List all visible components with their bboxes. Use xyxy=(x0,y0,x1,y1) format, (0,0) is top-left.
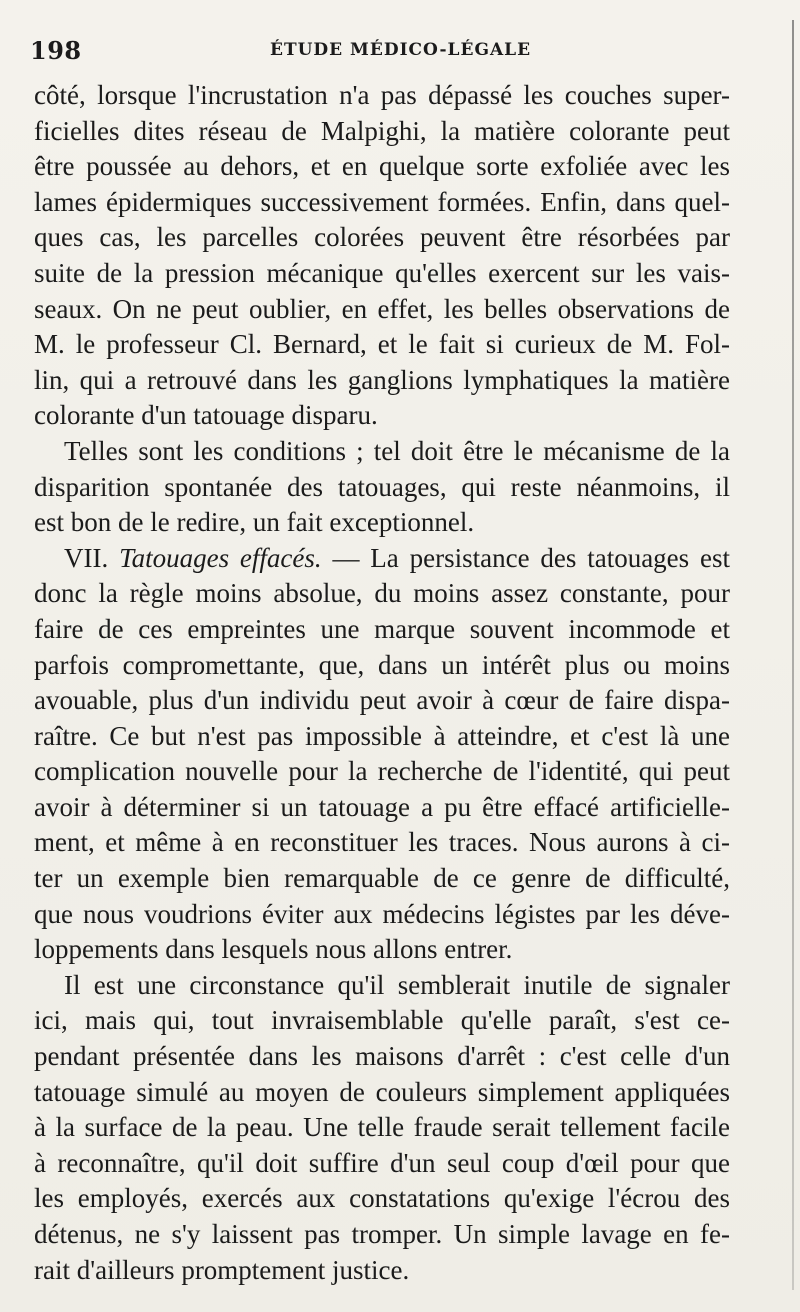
body-text xyxy=(34,78,730,1288)
text-line: ficielles dites réseau de Malpighi, la matière colorante peut xyxy=(34,115,730,146)
text-line: seaux. On ne peut oublier, en effet, les belles observations de xyxy=(34,293,730,324)
section-heading-line xyxy=(34,541,730,577)
text-line: donc la règle moins absolue, du moins assez constante, pour xyxy=(34,578,730,609)
text-line: raître. Ce but n'est pas impossible à atteindre, et c'est là une xyxy=(34,720,730,751)
text-line: ques cas, les parcelles colorées peuvent être résorbées par xyxy=(34,222,730,253)
text-line: lames épidermiques successivement formées. Enfin, dans quel- xyxy=(34,186,730,217)
text-line: complication nouvelle pour la recherche de l'identité, qui peut xyxy=(34,756,730,787)
text-line: faire de ces empreintes une marque souvent incommode et xyxy=(34,613,730,644)
page-header xyxy=(30,36,730,70)
text-line: rait d'ailleurs promptement justice. xyxy=(34,1254,410,1285)
text-line: Telles sont les conditions ; tel doit être le mécanisme de la xyxy=(64,435,730,466)
text-line: ici, mais qui, tout invraisemblable qu'elle paraît, s'est ce- xyxy=(34,1005,730,1036)
section-heading-rest: — La persistance des tatouages est xyxy=(321,542,730,573)
text-line: à reconnaître, qu'il doit suffire d'un seul coup d'œil pour que xyxy=(34,1147,730,1178)
text-line: que nous voudrions éviter aux médecins légistes par les déve- xyxy=(34,898,730,929)
text-line: Il est une circonstance qu'il semblerait inutile de signaler xyxy=(64,969,730,1000)
text-line: colorante d'un tatouage disparu. xyxy=(34,400,378,431)
text-line: lin, qui a retrouvé dans les ganglions lymphatiques la matière xyxy=(34,364,730,395)
text-line: tatouage simulé au moyen de couleurs simplement appliquées xyxy=(34,1076,730,1107)
text-line: détenus, ne s'y laissent pas tromper. Un simple lavage en fe- xyxy=(34,1219,730,1249)
text-line: disparition spontanée des tatouages, qui reste néanmoins, il xyxy=(34,471,730,502)
text-line: est bon de le redire, un fait exceptionnel. xyxy=(34,507,475,538)
text-line: ter un exemple bien remarquable de ce genre de difficulté, xyxy=(34,863,730,894)
text-line: parfois compromettante, que, dans un intérêt plus ou moins xyxy=(34,649,730,680)
text-line: avouable, plus d'un individu peut avoir à cœur de faire dispa- xyxy=(34,685,730,716)
running-title: ÉTUDE MÉDICO-LÉGALE xyxy=(270,40,532,60)
text-line: M. le professeur Cl. Bernard, et le fait si curieux de M. Fol- xyxy=(34,329,730,360)
text-line: ment, et même à en reconstituer les traces. Nous aurons à ci- xyxy=(34,827,730,858)
text-line: à la surface de la peau. Une telle fraude serait tellement facile xyxy=(34,1112,730,1143)
text-line: loppements dans lesquels nous allons entrer. xyxy=(34,934,513,965)
section-title: Tatouages effacés. xyxy=(119,542,322,573)
text-line: être poussée au dehors, et en quelque sorte exfoliée avec les xyxy=(34,151,730,182)
page-number: 198 xyxy=(30,36,82,65)
text-line: les employés, exercés aux constatations qu'exige l'écrou des xyxy=(34,1183,730,1214)
text-line: pendant présentée dans les maisons d'arrêt : c'est celle d'un xyxy=(34,1041,730,1072)
text-line: suite de la pression mécanique qu'elles exercent sur les vais- xyxy=(34,257,730,288)
text-line: avoir à déterminer si un tatouage a pu être effacé artificielle- xyxy=(34,791,730,822)
page-edge-shadow xyxy=(792,20,794,1290)
text-line: côté, lorsque l'incrustation n'a pas dépassé les couches super- xyxy=(34,80,730,110)
section-number: VII. xyxy=(64,542,120,573)
